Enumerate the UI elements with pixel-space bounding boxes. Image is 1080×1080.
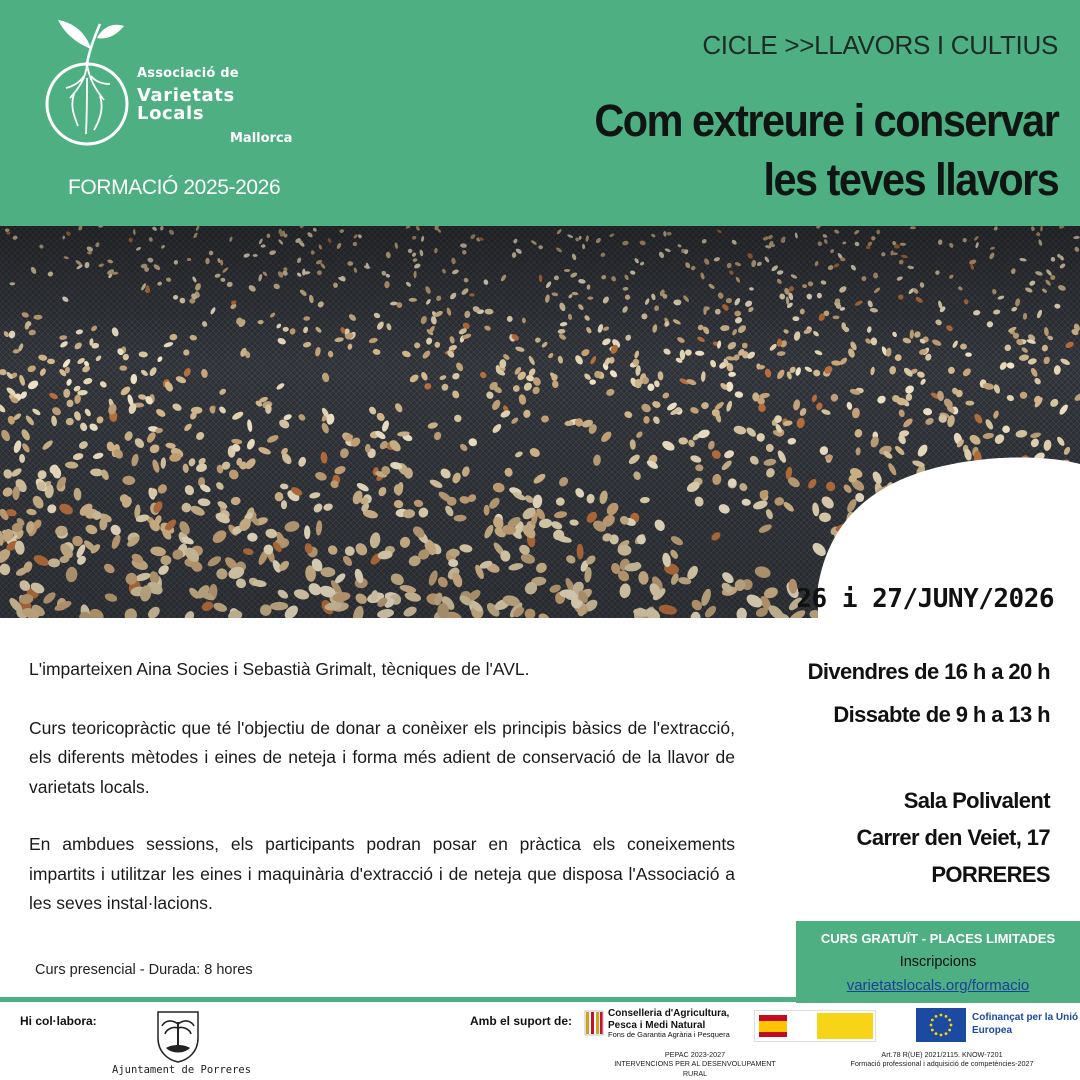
course-summary-paragraph: Curs teoricopràctic que té l'objectiu de donar a conèixer els principis bàsics de l'extracció, els diferents mètodes i eines de neteja i forma més adient de conservació de la llavor de varietats locals. [29,717,735,797]
program-label: FORMACIÓ 2025-2026 [68,176,281,199]
consell-logo-text [608,1008,730,1040]
consell-line1: Conselleria d'Agricultura, [608,1008,730,1019]
eu-star-icon [945,1015,948,1018]
title-line-1: Com extreure i conservar [593,95,1058,146]
spanish-government-logo [754,1010,876,1042]
course-duration: Curs presencial - Durada: 8 hores [35,962,253,978]
registration-link[interactable]: varietatslocals.org/formacio [846,977,1030,994]
registration-label: Inscripcions [899,954,977,970]
association-name-line3: Mallorca [230,131,293,146]
eu-star-icon [945,1032,948,1035]
schedule-saturday: Dissabte de 9 h a 13 h [833,702,1050,727]
eu-cofunding-text: Cofinançat per la Unió Europea [972,1012,1079,1036]
association-logo [44,16,294,146]
registration-box [796,921,1080,1003]
venue-address: Carrer den Veiet, 17 [856,825,1050,850]
sessions-paragraph: En ambdues sessions, els participants podran posar en pràctica els coneixements impartits i utilitzar les eines i maquinària d'extracció i de neteja que disposa l'Associació a les seves instal·lacions. [29,834,735,913]
pepac-line2: INTERVENCIONS PER AL DESENVOLUPAMENT RURAL [614,1059,776,1078]
pepac-note [610,1050,780,1078]
consell-line2: Pesca i Medi Natural [608,1019,706,1031]
collaborator-name: Ajuntament de Porreres [112,1064,252,1076]
header-banner [0,0,1080,226]
eu-star-icon [935,1032,938,1035]
venue-town: PORRERES [931,862,1050,887]
eu-star-icon [940,1034,943,1037]
eu-star-icon [950,1024,953,1027]
pepac-line1: PEPAC 2023-2027 [664,1050,726,1059]
event-date: 26 i 27/JUNY/2026 [796,584,1054,614]
venue-name: Sala Polivalent [903,788,1050,813]
footer-divider [0,997,1080,1002]
page-title [594,92,1058,209]
eu-star-icon [948,1019,951,1022]
ministry-band [817,1013,873,1039]
course-description [29,655,735,919]
seeds-photo [0,226,1080,618]
eu-star-icon [931,1019,934,1022]
eu-star-icon [931,1029,934,1032]
eu-star-icon [935,1015,938,1018]
eu-star-icon [930,1024,933,1027]
schedule-friday: Divendres de 16 h a 20 h [807,659,1050,684]
eu-star-icon [948,1029,951,1032]
eu-flag-icon [916,1008,966,1042]
support-label: Amb el suport de: [470,1014,573,1028]
cycle-label: CICLE >>LLAVORS I CULTIUS [702,30,1058,60]
eu-star-icon [940,1014,943,1017]
association-name [137,67,294,145]
porreres-crest-icon [154,1008,202,1064]
title-line-2: les teves llavors [763,153,1058,205]
instructors-paragraph: L'imparteixen Aina Socies i Sebastià Grimalt, tècniques de l'AVL. [29,659,530,679]
spain-flag-icon [759,1015,787,1037]
regulation-line2: Formació professional i adquisició de competències-2027 [850,1059,1034,1069]
free-course-badge: CURS GRATUÏT - PLACES LIMITADES [820,931,1056,946]
regulation-line1: Art.78 R(UE) 2021/2115. KNOW-7201 [881,1050,1003,1059]
regulation-note [834,1050,1050,1069]
association-name-line2: Varietats Locals [137,85,235,124]
balearic-government-icon [584,1010,604,1036]
collaborator-label: Hi col·labora: [20,1014,97,1028]
consell-line3: Fons de Garantia Agrària i Pesquera [608,1030,730,1039]
association-name-line1: Associació de [137,66,239,81]
